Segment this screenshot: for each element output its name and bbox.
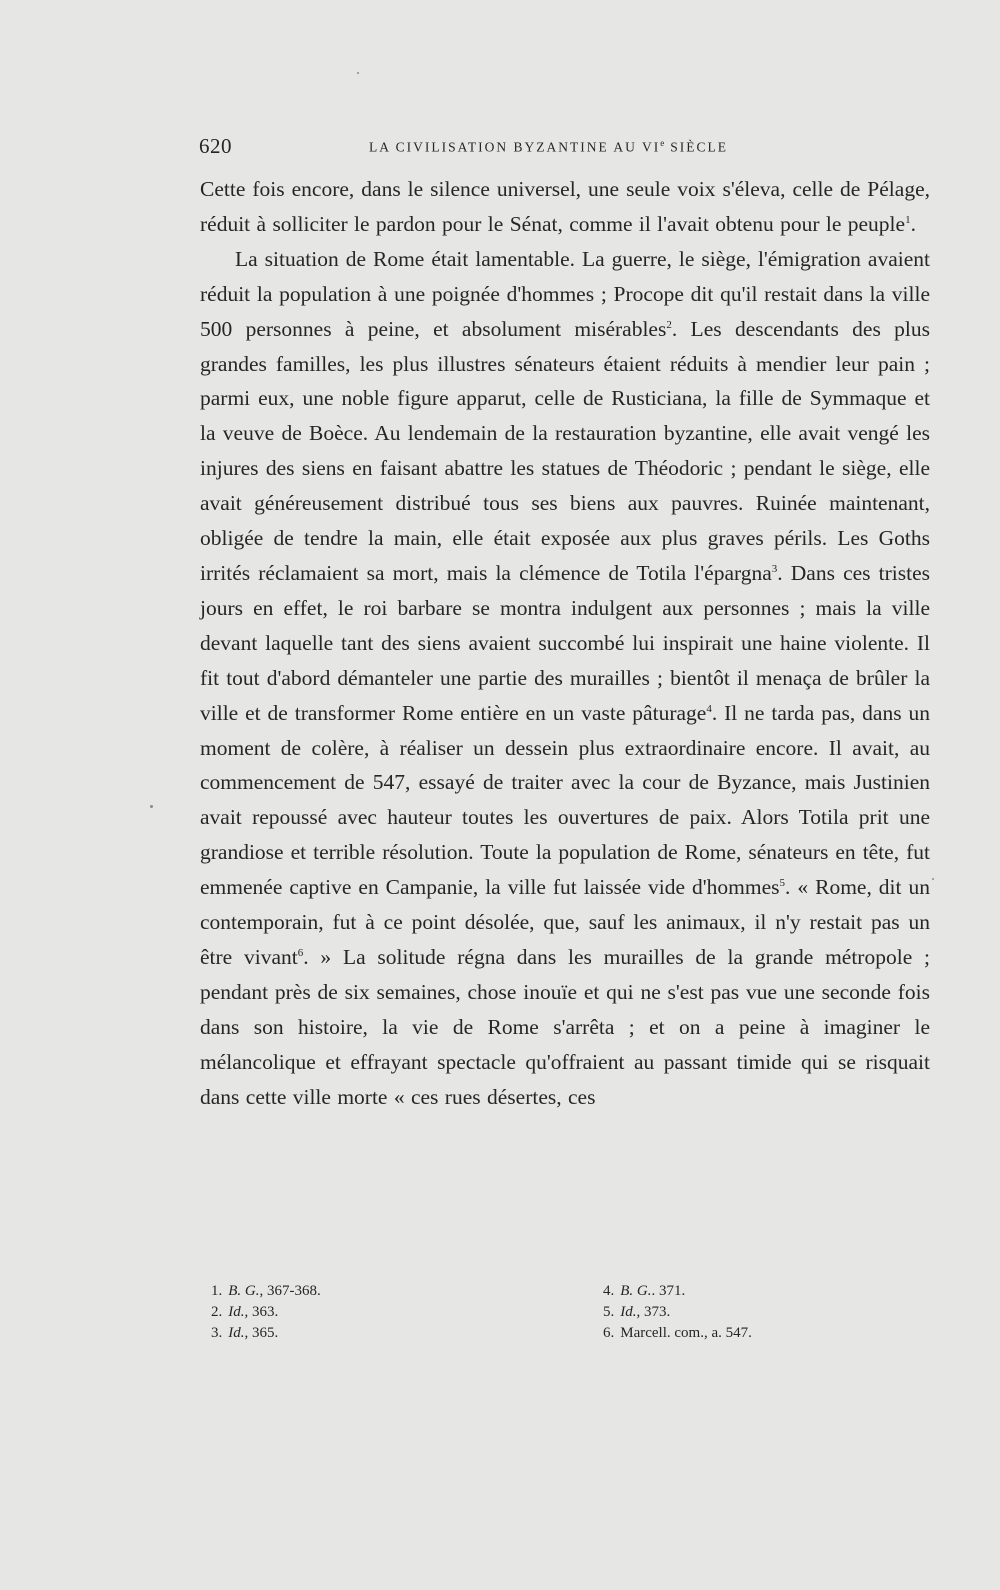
footnote-source: Id. (620, 1304, 637, 1320)
footnote-reference: , 367-368. (259, 1283, 321, 1299)
paper-speck (150, 805, 153, 808)
footnote-reference: , 363. (244, 1304, 279, 1320)
paragraph-2-text-a: La situation de Rome était lamentable. La guerre, le siège, l'émigration avaient réduit la population à une poignée d'hommes ; Procope dit qu'il restait dans la ville 500 personnes à peine, et absolument misérables (200, 246, 930, 341)
footnote-number: 6. (603, 1325, 615, 1341)
footnotes-left-column (211, 1281, 321, 1344)
footnote-number: 5. (603, 1304, 615, 1320)
paper-speck (932, 878, 934, 880)
footnote-reference: , 373. (636, 1304, 671, 1320)
footnote-ref-5[interactable]: 5 (779, 876, 786, 889)
paragraph-1-end: . (910, 211, 916, 236)
paper-speck (357, 72, 359, 74)
paragraph-1 (200, 172, 930, 242)
footnote-number: 3. (211, 1325, 223, 1341)
footnote-reference: , 365. (244, 1325, 279, 1341)
footnote-6 (603, 1323, 752, 1344)
running-title (369, 138, 728, 156)
footnote-ref-6[interactable]: 6 (297, 946, 304, 959)
footnote-number: 2. (211, 1304, 223, 1320)
paragraph-2-text-d: . Il ne tarda pas, dans un moment de colère, à réaliser un dessein plus extraordinaire encore. Il avait, au commencement de 547, essayé de traiter avec la cour de Byzance, mais Justinien avait repoussé avec hauteur toutes les ouvertures de paix. Alors Totila prit une grandiose et terrible résolution. Toute la population de Rome, sénateurs en tête, fut emmenée captive en Campanie, la ville fut laissée vide d'hommes (200, 700, 930, 900)
paragraph-2 (200, 242, 930, 1115)
footnote-ref-1[interactable]: 1 (905, 213, 911, 226)
running-title-text: LA CIVILISATION BYZANTINE AU VI (369, 139, 661, 155)
footnote-reference: . 371. (651, 1283, 686, 1299)
footnote-source: Id. (228, 1325, 245, 1341)
footnote-number: 4. (603, 1283, 615, 1299)
footnote-source: B. G. (620, 1283, 652, 1299)
footnote-2 (211, 1302, 321, 1323)
footnote-5 (603, 1302, 752, 1323)
running-title-end: SIÈCLE (670, 139, 728, 155)
paragraph-2-text-e: . « Rome, dit un contemporain, fut à ce point désolée, que, sauf les animaux, il n'y restait pas un être vivant (200, 875, 930, 969)
footnote-ref-3[interactable]: 3 (771, 562, 778, 575)
paragraph-2-text-f: . » La solitude régna dans les murailles de la grande métropole ; pendant près de six semaines, chose inouïe et qui ne s'est pas vue une seconde fois dans son histoire, la vie de Rome s'arrêta ; et on a peine à imaginer le mélancolique et effrayant spectacle qu'offraient au passant timide qui se risquait dans cette ville morte « ces rues désertes, ces (200, 944, 930, 1109)
running-head (199, 134, 774, 164)
footnote-source: B. G. (228, 1283, 260, 1299)
body-text (200, 172, 930, 1114)
footnote-3 (211, 1323, 321, 1344)
footnotes-right-column (603, 1281, 752, 1344)
paragraph-1-text: Cette fois encore, dans le silence universel, une seule voix s'éleva, celle de Pélage, réduit à solliciter le pardon pour le Sénat, comme il l'avait obtenu pour le peuple (200, 177, 930, 236)
footnote-4 (603, 1281, 752, 1302)
footnote-ref-4[interactable]: 4 (706, 702, 712, 715)
footnote-reference: Marcell. com., a. 547. (620, 1325, 752, 1341)
footnote-ref-2[interactable]: 2 (666, 318, 672, 331)
paragraph-2-text-b: . Les descendants des plus grandes familles, les plus illustres sénateurs étaient réduits à mendier leur pain ; parmi eux, une noble figure apparut, celle de Rusticiana, la fille de Symmaque et la veuve de Boèce. Au lendemain de la restauration byzantine, elle avait vengé les injures des siens en faisant abattre les statues de Théodoric ; pendant le siège, elle avait généreusement distribué tous ses biens aux pauvres. Ruinée maintenant, obligée de tendre la main, elle était exposée aux plus graves périls. Les Goths irrités réclamaient sa mort, mais la clémence de Totila l'épargna (200, 316, 931, 585)
footnote-number: 1. (211, 1283, 223, 1299)
page-number: 620 (199, 134, 232, 158)
paragraph-2-text-c: . Dans ces tristes jours en effet, le roi barbare se montra indulgent aux personnes ; mais la ville devant laquelle tant des siens avaient succombé lui inspirait une haine violente. Il fit tout d'abord démanteler une partie des murailles ; bientôt il menaça de brûler la ville et de transformer Rome entière en un vaste pâturage (200, 560, 930, 725)
footnote-1 (211, 1281, 321, 1302)
running-title-superscript: e (660, 138, 665, 148)
footnote-source: Id. (228, 1304, 245, 1320)
